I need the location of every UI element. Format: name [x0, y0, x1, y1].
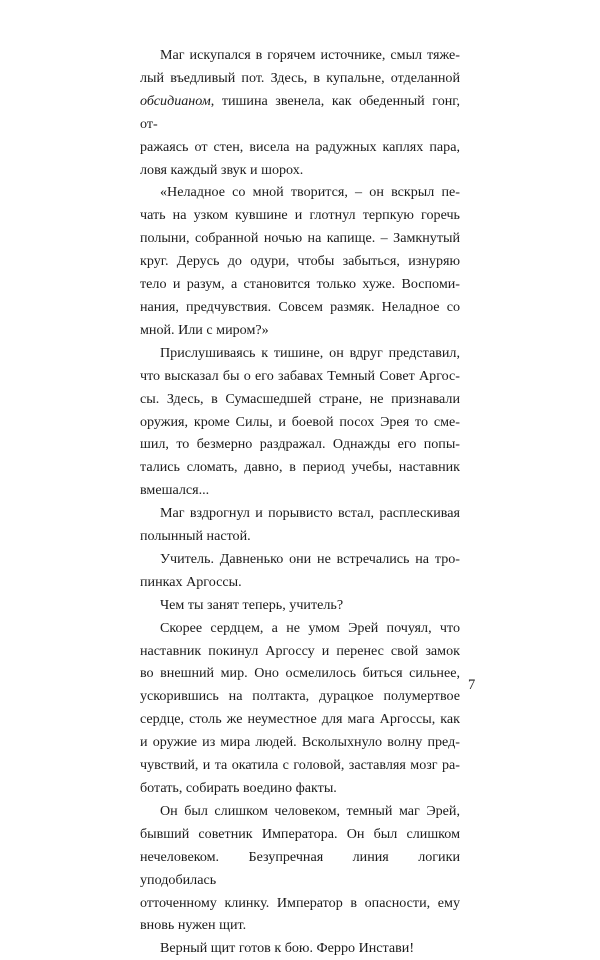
text-line: Прислушиваясь к тишине, он вдруг представил, [160, 344, 460, 361]
paragraph [140, 342, 460, 502]
text-line: ловя каждый звук и шорох. [140, 161, 304, 178]
text-line: лый въедливый пот. Здесь, в купальне, отделанной [140, 69, 460, 86]
text-line: что высказал бы о его забавах Темный Совет Аргос- [140, 367, 460, 384]
text-line: оружия, кроме Силы, и боевой посох Эрея то сме- [140, 413, 460, 430]
text-line: во внешний мир. Оно осмелилось биться сильнее, [140, 665, 460, 682]
text-line: полынный настой. [140, 528, 251, 545]
text-line: шил, то безмерно раздражал. Однажды его попы- [140, 436, 460, 453]
paragraph [140, 937, 460, 960]
text-line: Чем ты занят теперь, учитель? [160, 596, 344, 613]
text-line: обсидианом, тишина звенела, как обеденный гонг, от- [140, 92, 460, 132]
text-line: отточенному клинку. Император в опасности, ему [140, 894, 460, 911]
text-line: Он был слишком человеком, темный маг Эрей, [160, 802, 460, 819]
paragraph [140, 800, 460, 937]
text-line: круг. Дерусь до одури, чтобы забыться, изнуряю [140, 253, 460, 270]
text-line: Маг вздрогнул и порывисто встал, расплескивая [160, 505, 460, 522]
text-line: чать на узком кувшине и глотнул терпкую горечь [140, 207, 460, 224]
text-line: Учитель. Давненько они не встречались на тро- [160, 550, 460, 567]
text-line: ражаясь от стен, висела на радужных каплях пара, [140, 138, 460, 155]
text-line: «Неладное со мной творится, – он вскрыл пе- [160, 184, 460, 201]
body-text [140, 44, 460, 960]
text-line: ускорившись на полтакта, дурацкое полумертвое [140, 688, 460, 705]
paragraph [140, 617, 460, 800]
text-line: нечеловеком. Безупречная линия логики уподобилась [140, 848, 460, 888]
paragraph [140, 502, 460, 548]
text-line: сы. Здесь, в Сумасшедшей стране, не признавали [140, 390, 460, 407]
text-line: наставник покинул Аргоссу и перенес свой замок [140, 642, 460, 659]
text-line: Верный щит готов к бою. Ферро Инстави! [160, 940, 415, 957]
text-line: пинках Аргоссы. [140, 573, 242, 590]
text-line: ботать, собирать воедино факты. [140, 780, 337, 796]
page-number: 7 [468, 677, 476, 693]
paragraph [140, 181, 460, 341]
text-line: бывший советник Императора. Он был слишком [140, 825, 460, 842]
text-line: вмешался... [140, 482, 210, 499]
text-line: тались сломать, давно, в период учебы, наставник [140, 459, 460, 476]
text-line: Маг искупался в горячем источнике, смыл тяже- [160, 47, 460, 63]
text-line: Скорее сердцем, а не умом Эрей почуял, что [160, 619, 460, 636]
text-line: полыни, собранной ночью на капище. – Замкнутый [140, 230, 460, 247]
text-line: тело и разум, а становится только хуже. Воспоми- [140, 276, 460, 293]
text-line: чувствий, и та окатила с головой, заставляя мозг ра- [140, 757, 460, 774]
paragraph [140, 548, 460, 594]
text-line: и оружие из мира людей. Всколыхнуло волну пред- [140, 734, 460, 751]
text-line: вновь нужен щит. [140, 917, 247, 934]
text-line: сердце, столь же неуместное для мага Аргоссы, как [140, 711, 460, 728]
text-line: мной. Или с миром?» [140, 321, 269, 338]
paragraph [140, 44, 460, 181]
paragraph [140, 594, 460, 617]
text-line: нания, предчувствия. Совсем размяк. Неладное со [140, 298, 460, 315]
